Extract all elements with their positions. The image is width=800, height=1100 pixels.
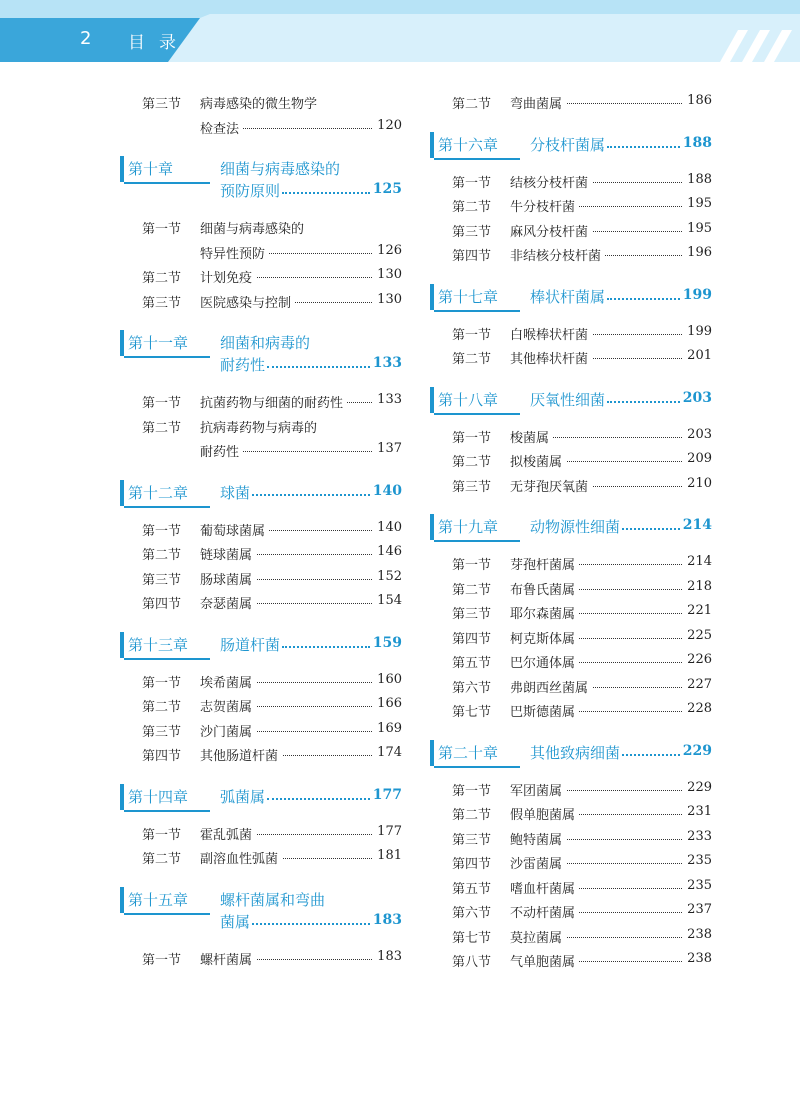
section-page: 229 — [683, 780, 712, 795]
section-entry[interactable] — [120, 267, 402, 287]
chapter-heading[interactable] — [120, 887, 410, 933]
section-page: 130 — [373, 292, 402, 307]
chapter-title: 肠道杆菌 — [220, 635, 281, 654]
section-entry[interactable] — [430, 476, 712, 496]
section-entry[interactable] — [120, 848, 402, 868]
chapter-title: 螺杆菌属和弯曲 — [220, 890, 326, 909]
section-page: 120 — [373, 118, 402, 133]
chapter-bar — [120, 330, 124, 356]
section-name: 气单胞菌属 — [510, 951, 579, 970]
section-entry[interactable] — [430, 878, 712, 898]
section-label: 第四节 — [452, 631, 492, 647]
chapter-bar — [120, 632, 124, 658]
chapter-heading[interactable] — [430, 514, 720, 538]
section-name: 布鲁氏菌属 — [510, 579, 579, 598]
section-entry[interactable] — [430, 221, 712, 241]
chapter-heading[interactable] — [120, 330, 410, 376]
section-entry[interactable] — [430, 951, 712, 971]
chapter-title: 分枝杆菌属 — [530, 135, 606, 154]
section-page: 225 — [683, 628, 712, 643]
chapter-page: 188 — [682, 134, 712, 151]
section-page: 238 — [683, 951, 712, 966]
section-label: 第二节 — [142, 852, 182, 867]
section-label: 第二节 — [142, 420, 182, 436]
section-name: 检查法 — [200, 118, 243, 137]
chapter-title: 球菌 — [220, 483, 251, 502]
chapter-underline — [124, 658, 210, 660]
chapter-leader — [607, 288, 680, 300]
section-label: 第五节 — [452, 656, 492, 671]
chapter-heading[interactable] — [120, 784, 410, 808]
section-label: 第一节 — [142, 523, 182, 539]
section-page: 188 — [683, 172, 712, 187]
header-title: 目录 — [128, 33, 190, 53]
section-page: 154 — [373, 593, 402, 608]
section-page: 196 — [683, 245, 712, 260]
chapter-leader — [607, 136, 680, 148]
chapter-underline — [434, 766, 520, 768]
chapter-title: 棒状杆菌属 — [530, 287, 606, 306]
section-name: 梭菌属 — [510, 427, 553, 446]
section-page: 210 — [683, 476, 712, 491]
section-entry[interactable] — [430, 603, 712, 623]
section-label: 第四节 — [142, 749, 182, 764]
section-page: 152 — [373, 569, 402, 584]
section-entry[interactable] — [430, 451, 712, 471]
chapter-leader — [267, 788, 370, 800]
section-page: 183 — [373, 949, 402, 964]
section-continuation[interactable] — [120, 118, 402, 138]
chapter-heading[interactable] — [120, 480, 410, 504]
section-entry[interactable] — [430, 652, 712, 672]
section-name: 芽孢杆菌属 — [510, 554, 579, 573]
section-entry[interactable] — [430, 172, 712, 192]
section-page: 203 — [683, 427, 712, 442]
section-label: 第一节 — [452, 430, 492, 446]
section-entry[interactable] — [120, 672, 402, 692]
section-name: 白喉棒状杆菌 — [510, 324, 592, 343]
section-entry[interactable] — [430, 196, 712, 216]
section-label: 第三节 — [452, 832, 492, 848]
section-entry[interactable] — [430, 927, 712, 947]
section-name: 沙雷菌属 — [510, 853, 566, 872]
section-name: 不动杆菌属 — [510, 902, 579, 921]
section-entry[interactable] — [430, 579, 712, 599]
section-page: 226 — [683, 652, 712, 667]
section-name: 细菌与病毒感染的 — [200, 218, 308, 237]
chapter-bar — [430, 740, 434, 766]
section-label: 第二节 — [452, 455, 492, 470]
section-page: 235 — [683, 853, 712, 868]
section-name: 柯克斯体属 — [510, 628, 579, 647]
section-label: 第二节 — [452, 808, 492, 823]
chapter-bar — [120, 480, 124, 506]
chapter-heading[interactable] — [430, 132, 720, 156]
section-label: 第一节 — [142, 222, 182, 237]
section-page: 228 — [683, 701, 712, 716]
section-name: 结核分枝杆菌 — [510, 172, 592, 191]
chapter-number: 第十章 — [128, 160, 174, 178]
chapter-bar — [430, 387, 434, 413]
page-number: 2 — [80, 28, 92, 49]
chapter-bar — [120, 784, 124, 810]
section-name: 弗朗西丝菌属 — [510, 677, 592, 696]
chapter-heading[interactable] — [120, 632, 410, 656]
section-label: 第三节 — [452, 224, 492, 240]
section-name: 牛分枝杆菌 — [510, 196, 579, 215]
section-name: 其他棒状杆菌 — [510, 348, 592, 367]
section-entry[interactable] — [120, 520, 402, 540]
section-page: 126 — [373, 243, 402, 258]
section-entry[interactable] — [430, 245, 712, 265]
section-entry[interactable] — [430, 902, 712, 922]
page-header — [0, 0, 800, 62]
section-label: 第六节 — [452, 680, 492, 696]
section-label: 第二节 — [452, 97, 492, 112]
chapter-title: 菌属 — [220, 912, 251, 931]
section-entry[interactable] — [120, 392, 402, 412]
chapter-number: 第二十章 — [438, 743, 499, 762]
section-label: 第四节 — [452, 249, 492, 264]
section-entry[interactable] — [120, 745, 402, 765]
section-page: 218 — [683, 579, 712, 594]
section-page: 169 — [373, 721, 402, 736]
chapter-title: 细菌和病毒的 — [220, 334, 311, 352]
section-entry[interactable] — [430, 804, 712, 824]
section-page: 195 — [683, 196, 712, 211]
section-label: 第二节 — [452, 352, 492, 367]
chapter-bar — [430, 514, 434, 540]
chapter-number: 第十二章 — [128, 483, 189, 502]
section-name: 嗜血杆菌属 — [510, 878, 579, 897]
section-entry[interactable] — [120, 569, 402, 589]
chapter-number: 第十六章 — [438, 135, 499, 154]
section-name: 巴斯德菌属 — [510, 701, 579, 720]
section-name: 肠球菌属 — [200, 569, 256, 588]
section-entry[interactable] — [430, 348, 712, 368]
section-name: 莫拉菌属 — [510, 927, 566, 946]
section-label: 第一节 — [142, 396, 182, 411]
chapter-underline — [434, 158, 520, 160]
chapter-underline — [124, 810, 210, 812]
section-entry[interactable] — [430, 93, 712, 113]
section-name: 霍乱弧菌 — [200, 824, 256, 843]
chapter-leader — [282, 636, 370, 648]
chapter-title: 弧菌属 — [220, 787, 266, 806]
chapter-number: 第十七章 — [438, 287, 499, 306]
section-name: 弯曲菌属 — [510, 93, 566, 112]
section-label: 第一节 — [452, 327, 492, 343]
section-label: 第三节 — [142, 724, 182, 740]
section-name: 志贺菌属 — [200, 696, 256, 715]
section-name: 副溶血性弧菌 — [200, 848, 282, 867]
section-page: 181 — [373, 848, 402, 863]
section-name: 抗菌药物与细菌的耐药性 — [200, 392, 347, 411]
section-name: 计划免疫 — [200, 267, 256, 286]
section-entry[interactable] — [430, 829, 712, 849]
section-name: 抗病毒药物与病毒的 — [200, 417, 321, 436]
chapter-number: 第十五章 — [128, 890, 189, 909]
section-page: 140 — [373, 520, 402, 535]
chapter-leader — [607, 391, 680, 403]
chapter-underline — [124, 182, 210, 184]
section-label: 第二节 — [452, 582, 492, 598]
section-name: 耶尔森菌属 — [510, 603, 579, 622]
chapter-underline — [434, 413, 520, 415]
section-continuation[interactable] — [120, 441, 402, 461]
chapter-page: 177 — [372, 786, 402, 803]
chapter-page: 183 — [372, 911, 402, 928]
section-name: 麻风分枝杆菌 — [510, 221, 592, 240]
section-label: 第三节 — [452, 607, 492, 622]
section-entry[interactable] — [120, 721, 402, 741]
chapter-bar — [120, 156, 124, 182]
section-name: 特异性预防 — [200, 243, 269, 262]
section-name: 假单胞菌属 — [510, 804, 579, 823]
section-label: 第四节 — [452, 857, 492, 872]
chapter-page: 203 — [682, 389, 712, 406]
section-page: 231 — [683, 804, 712, 819]
section-entry[interactable] — [120, 292, 402, 312]
section-page: 199 — [683, 324, 712, 339]
section-label: 第一节 — [142, 952, 182, 968]
section-name: 链球菌属 — [200, 544, 256, 563]
section-page: 235 — [683, 878, 712, 893]
chapter-underline — [124, 913, 210, 915]
chapter-leader — [267, 356, 370, 368]
chapter-title: 厌氧性细菌 — [530, 390, 606, 409]
section-entry[interactable] — [120, 696, 402, 716]
section-entry[interactable] — [120, 93, 402, 113]
section-entry[interactable] — [430, 701, 712, 721]
section-label: 第二节 — [142, 548, 182, 563]
section-name: 葡萄球菌属 — [200, 520, 269, 539]
section-entry[interactable] — [430, 628, 712, 648]
section-page: 130 — [373, 267, 402, 282]
chapter-leader — [622, 744, 680, 756]
chapter-leader — [622, 518, 680, 530]
chapter-heading[interactable] — [120, 156, 410, 202]
chapter-number: 第十八章 — [438, 390, 499, 409]
chapter-bar — [430, 284, 434, 310]
section-page: 160 — [373, 672, 402, 687]
chapter-page: 229 — [682, 742, 712, 759]
section-page: 209 — [683, 451, 712, 466]
section-entry[interactable] — [430, 554, 712, 574]
section-name: 奈瑟菌属 — [200, 593, 256, 612]
chapter-bar — [430, 132, 434, 158]
chapter-underline — [124, 506, 210, 508]
section-page: 237 — [683, 902, 712, 917]
section-page: 201 — [683, 348, 712, 363]
section-page: 174 — [373, 745, 402, 760]
chapter-page: 125 — [372, 181, 402, 197]
section-entry[interactable] — [120, 949, 402, 969]
chapter-title: 细菌与病毒感染的 — [220, 160, 341, 178]
section-entry[interactable] — [430, 324, 712, 344]
section-page: 137 — [373, 441, 402, 456]
section-name: 螺杆菌属 — [200, 949, 256, 968]
chapter-page: 199 — [682, 286, 712, 303]
chapter-title: 动物源性细菌 — [530, 518, 621, 536]
section-name: 埃希菌属 — [200, 672, 256, 691]
chapter-number: 第十一章 — [128, 334, 189, 352]
chapter-underline — [434, 310, 520, 312]
section-name: 沙门菌属 — [200, 721, 256, 740]
section-name: 医院感染与控制 — [200, 292, 295, 311]
section-name: 非结核分枝杆菌 — [510, 245, 605, 264]
section-label: 第三节 — [142, 97, 182, 112]
section-name: 其他肠道杆菌 — [200, 745, 282, 764]
section-entry[interactable] — [120, 417, 402, 437]
section-label: 第八节 — [452, 955, 492, 970]
section-page: 238 — [683, 927, 712, 942]
section-entry[interactable] — [430, 427, 712, 447]
section-name: 无芽孢厌氧菌 — [510, 476, 592, 495]
section-name: 军团菌属 — [510, 780, 566, 799]
section-label: 第五节 — [452, 881, 492, 897]
chapter-page: 140 — [372, 482, 402, 499]
section-page: 166 — [373, 696, 402, 711]
section-entry[interactable] — [430, 677, 712, 697]
chapter-page: 133 — [372, 355, 402, 371]
chapter-title: 其他致病细菌 — [530, 743, 621, 762]
section-label: 第一节 — [142, 827, 182, 843]
section-entry[interactable] — [120, 544, 402, 564]
section-label: 第三节 — [142, 572, 182, 588]
section-label: 第三节 — [142, 295, 182, 311]
section-name: 巴尔通体属 — [510, 652, 579, 671]
section-label: 第二节 — [142, 700, 182, 715]
header-band — [0, 0, 800, 62]
section-page: 195 — [683, 221, 712, 236]
chapter-number: 第十九章 — [438, 518, 499, 536]
chapter-number: 第十四章 — [128, 787, 189, 806]
section-entry[interactable] — [120, 593, 402, 613]
chapter-leader — [252, 484, 370, 496]
section-entry[interactable] — [430, 853, 712, 873]
section-label: 第七节 — [452, 930, 492, 946]
section-label: 第二节 — [452, 200, 492, 215]
section-page: 177 — [373, 824, 402, 839]
chapter-number: 第十三章 — [128, 635, 189, 654]
section-label: 第四节 — [142, 597, 182, 612]
chapter-underline — [434, 540, 520, 542]
section-entry[interactable] — [120, 824, 402, 844]
section-name: 拟梭菌属 — [510, 451, 566, 470]
section-label: 第二节 — [142, 271, 182, 286]
chapter-title: 耐药性 — [220, 356, 266, 374]
section-label: 第三节 — [452, 479, 492, 495]
section-page: 146 — [373, 544, 402, 559]
chapter-page: 159 — [372, 634, 402, 651]
section-label: 第一节 — [452, 558, 492, 573]
section-label: 第一节 — [142, 675, 182, 691]
section-entry[interactable] — [120, 218, 402, 238]
section-label: 第一节 — [452, 783, 492, 799]
chapter-leader — [252, 913, 370, 925]
section-entry[interactable] — [430, 780, 712, 800]
chapter-page: 214 — [682, 517, 712, 533]
chapter-heading[interactable] — [430, 387, 720, 411]
section-page: 186 — [683, 93, 712, 108]
chapter-underline — [124, 356, 210, 358]
chapter-leader — [282, 182, 370, 194]
chapter-title: 预防原则 — [220, 182, 281, 200]
section-label: 第一节 — [452, 175, 492, 191]
chapter-heading[interactable] — [430, 740, 720, 764]
section-page: 227 — [683, 677, 712, 692]
section-page: 233 — [683, 829, 712, 844]
section-label: 第六节 — [452, 906, 492, 921]
section-continuation[interactable] — [120, 243, 402, 263]
section-name: 耐药性 — [200, 441, 243, 460]
section-page: 214 — [683, 554, 712, 569]
section-page: 221 — [683, 603, 712, 618]
section-name: 鲍特菌属 — [510, 829, 566, 848]
chapter-bar — [120, 887, 124, 913]
section-page: 133 — [373, 392, 402, 407]
section-label: 第七节 — [452, 705, 492, 720]
chapter-heading[interactable] — [430, 284, 720, 308]
section-name: 病毒感染的微生物学 — [200, 93, 321, 112]
